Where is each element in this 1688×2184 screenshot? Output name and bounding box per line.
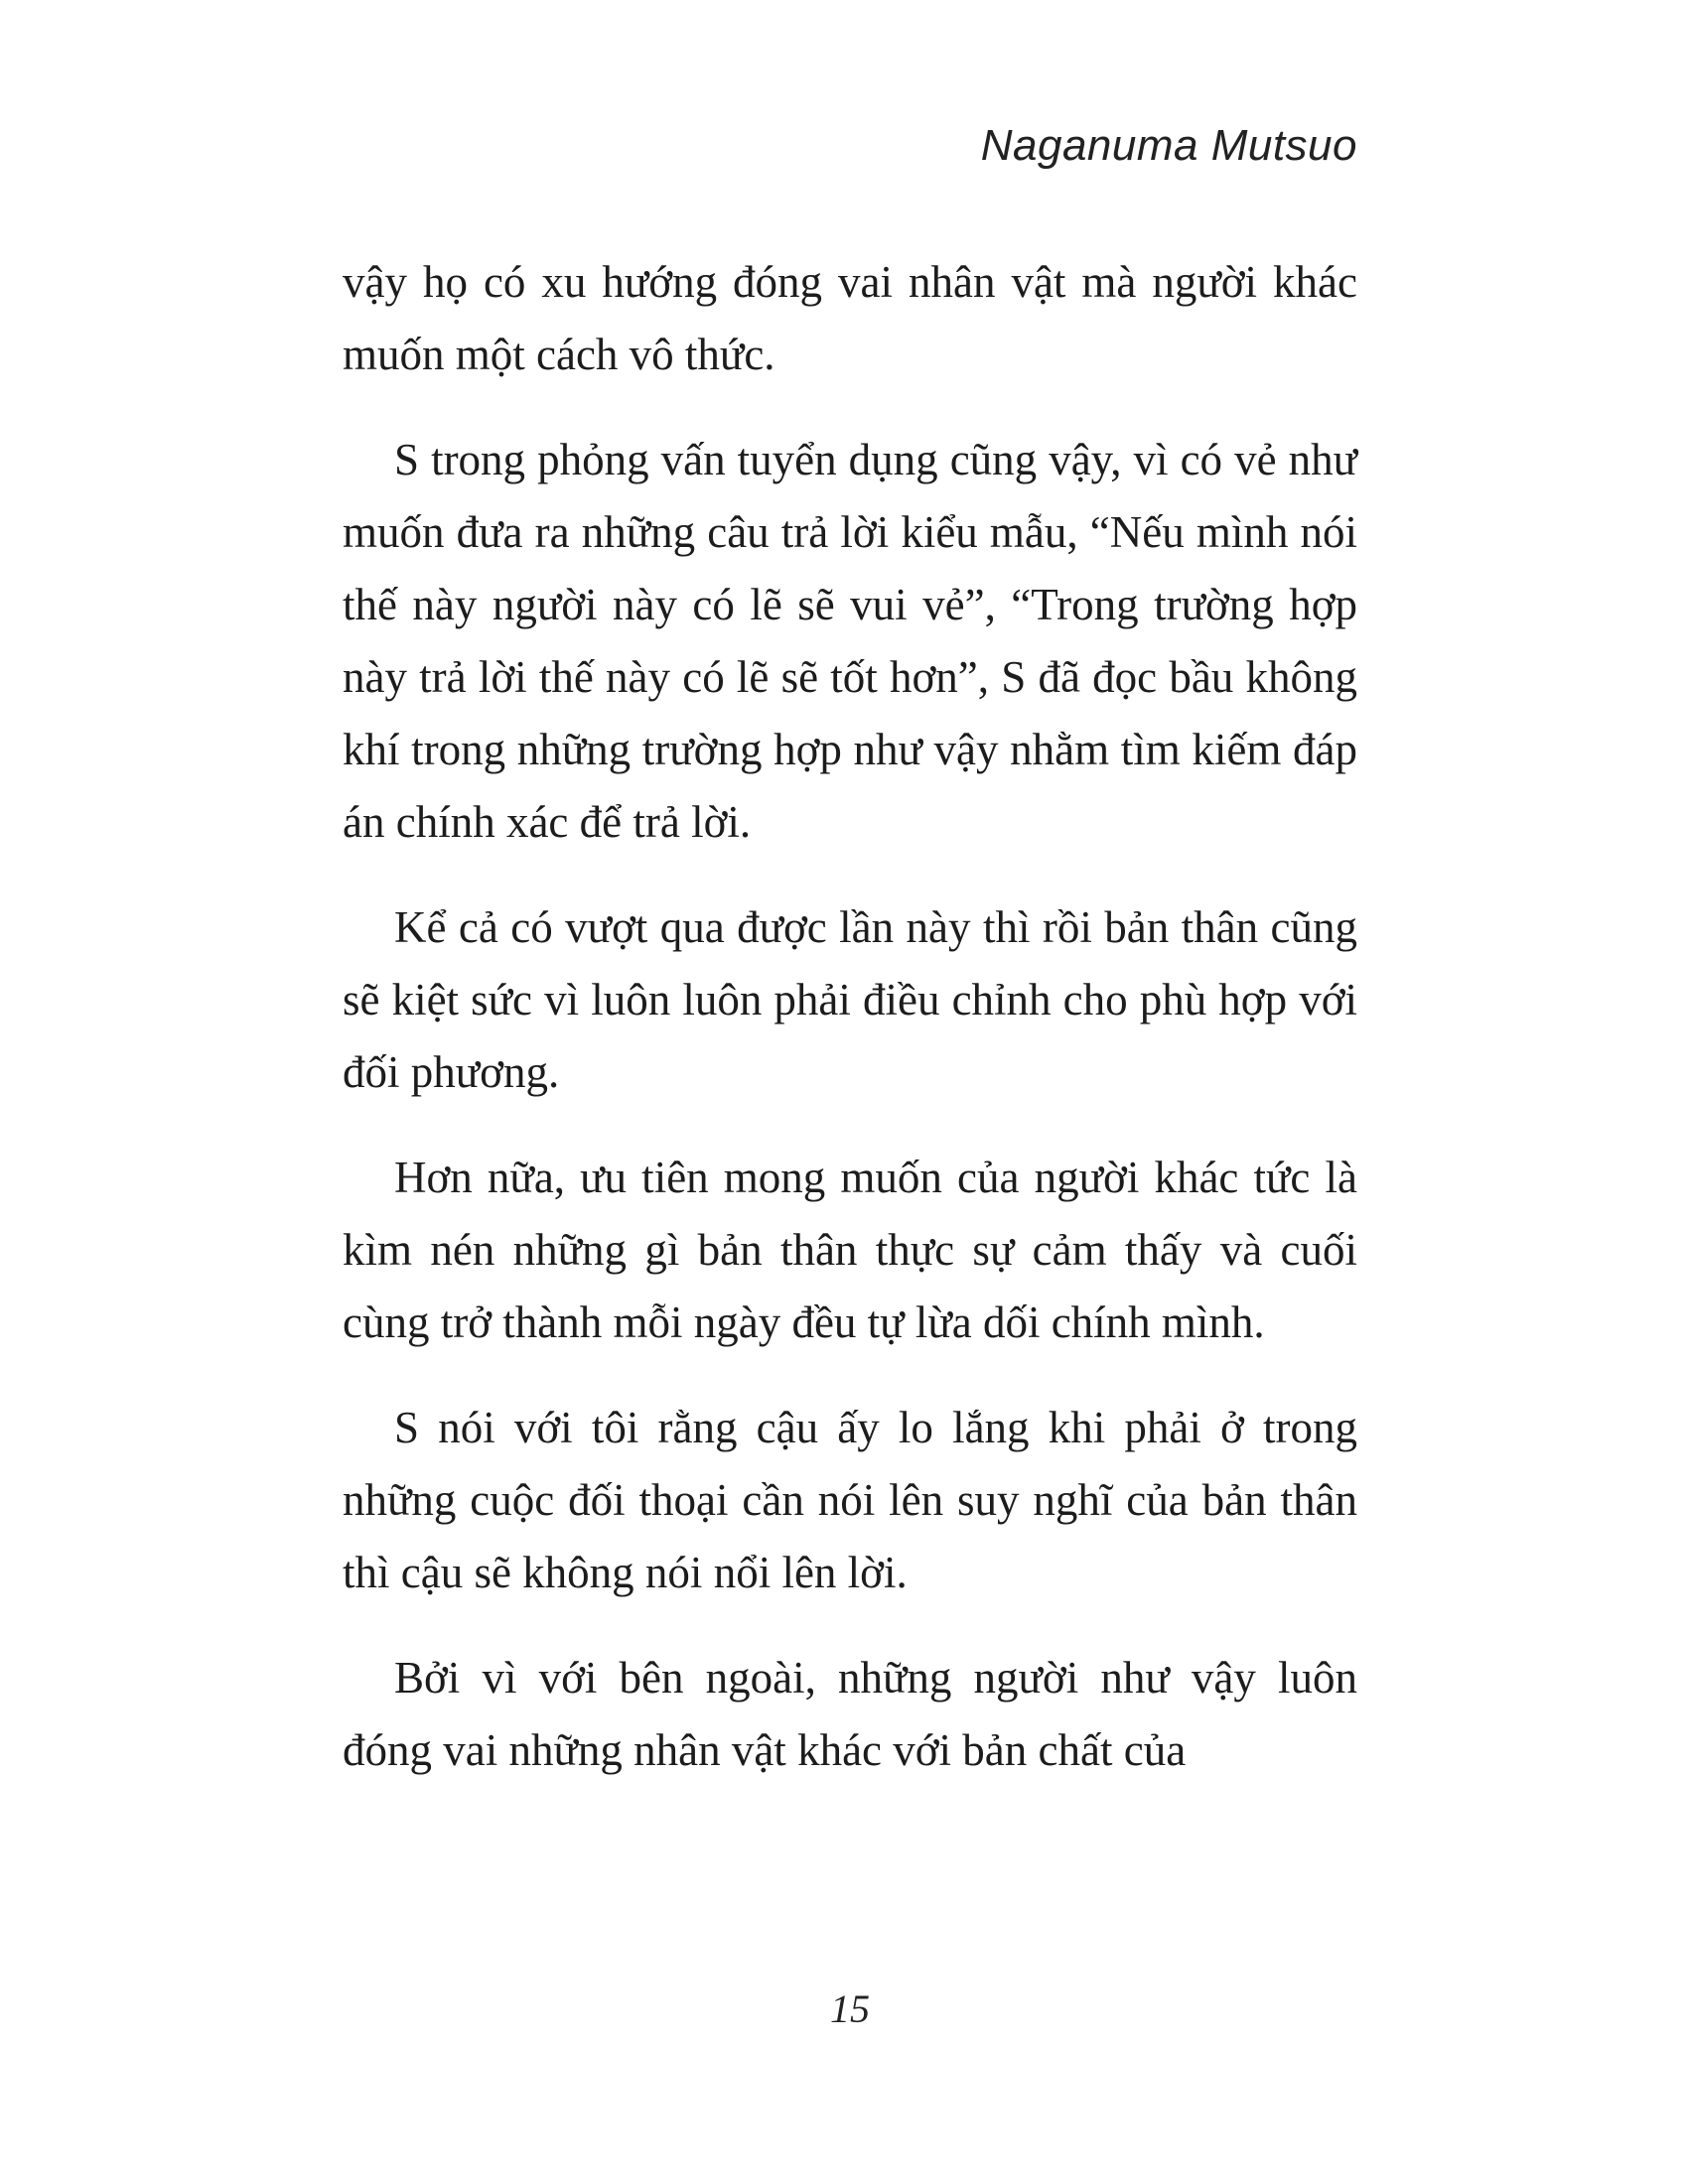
body-text [343, 246, 1357, 1820]
page-number: 15 [830, 1986, 870, 2031]
paragraph: S trong phỏng vấn tuyển dụng cũng vậy, vì có vẻ như muốn đưa ra những câu trả lời kiểu mẫu, “Nếu mình nói thế này người này có lẽ sẽ vui vẻ”, “Trong trường hợp này trả lời thế này có lẽ sẽ tốt hơn”, S đã đọc bầu không khí trong những trường hợp như vậy nhằm tìm kiếm đáp án chính xác để trả lời. [343, 435, 1357, 847]
paragraph: vậy họ có xu hướng đóng vai nhân vật mà người khác muốn một cách vô thức. [343, 257, 1357, 379]
running-header: Naganuma Mutsuo [980, 121, 1357, 170]
paragraph: Hơn nữa, ưu tiên mong muốn của người khác tức là kìm nén những gì bản thân thực sự cảm thấy và cuối cùng trở thành mỗi ngày đều tự lừa dối chính mình. [343, 1153, 1357, 1347]
paragraph: Kể cả có vượt qua được lần này thì rồi bản thân cũng sẽ kiệt sức vì luôn luôn phải điều chỉnh cho phù hợp với đối phương. [343, 902, 1357, 1097]
paragraph: Bởi vì với bên ngoài, những người như vậy luôn đóng vai những nhân vật khác với bản chất của [343, 1653, 1357, 1775]
paragraph: S nói với tôi rằng cậu ấy lo lắng khi phải ở trong những cuộc đối thoại cần nói lên suy nghĩ của bản thân thì cậu sẽ không nói nổi lên lời. [343, 1403, 1357, 1597]
